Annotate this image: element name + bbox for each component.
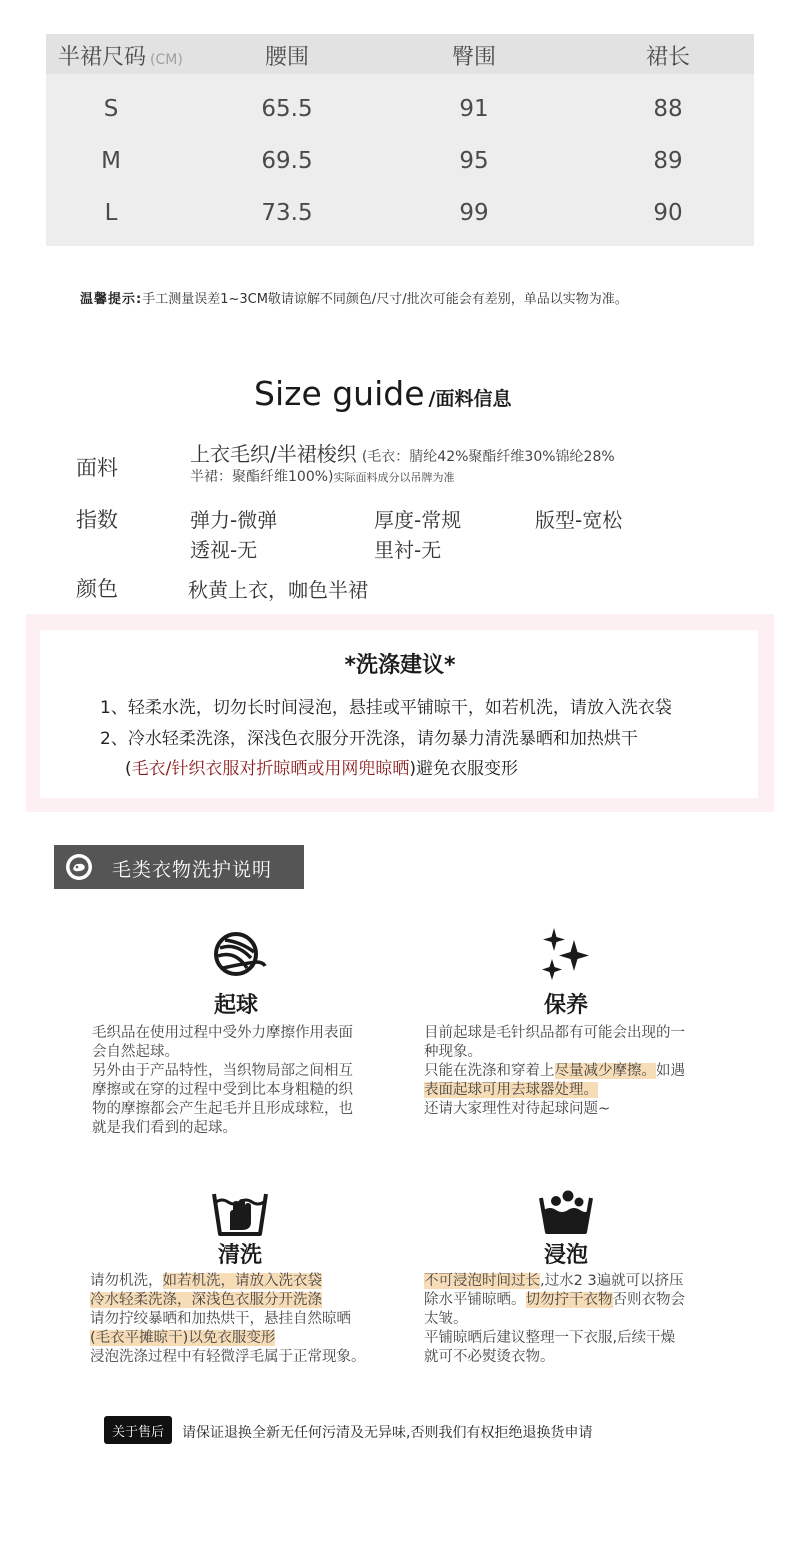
wool-care-banner-text: 毛类衣物洗护说明: [112, 859, 273, 881]
maintenance-text-plain: 只能在洗涤和穿着上: [424, 1063, 555, 1079]
washing-line: 请勿拧绞暴晒和加热烘干，悬挂自然晾晒: [90, 1311, 351, 1327]
wool-care-icon: [64, 852, 94, 882]
soaking-line: [424, 1272, 685, 1291]
after-sales-badge-text: 关于售后: [111, 1425, 164, 1440]
maintenance-text-plain: 如遇: [656, 1063, 685, 1079]
tip-label: 温馨提示:: [80, 292, 143, 307]
wash-line-2: 2、冷水轻柔洗涤，深浅色衣服分开洗涤，请勿暴力清洗暴晒和加热烘干: [100, 729, 638, 749]
soaking-title: 浸泡: [543, 1243, 588, 1268]
color-value: 秋黄上衣，咖色半裙: [188, 578, 368, 602]
size-guide-heading: Size guide: [254, 374, 425, 413]
size-guide-subheading: /面料信息: [428, 388, 512, 410]
fabric-detail1: (毛衣：腈纶42%聚酯纤维30%锦纶28%: [361, 449, 615, 465]
wash-title: *洗涤建议*: [344, 653, 456, 678]
washing-line: 浸泡洗涤过程中有轻微浮毛属于正常现象。: [90, 1349, 366, 1365]
fabric-detail2: 半裙：聚酯纤维100%): [190, 469, 334, 485]
maintenance-line: [424, 1081, 685, 1100]
pilling-line: 摩擦或在穿的过程中受到比本身粗糙的织: [92, 1082, 353, 1098]
row-m-hip: 95: [459, 148, 489, 174]
maintenance-highlight: 尽量减少摩擦。: [554, 1063, 656, 1079]
index-elasticity: 弹力-微弹: [190, 508, 278, 532]
measure-tip: [80, 288, 628, 307]
fabric-note: 实际面料成分以吊牌为准: [333, 471, 455, 484]
row-s-hip: 91: [459, 96, 489, 122]
row-m-size: M: [101, 148, 121, 174]
row-l-hip: 99: [459, 200, 489, 226]
pilling-line: 就是我们看到的起球。: [92, 1120, 237, 1136]
washing-line: [90, 1272, 366, 1291]
pilling-line: 另外由于产品特性，当织物局部之间相互: [92, 1063, 353, 1079]
sparkle-icon: [538, 926, 594, 982]
maintenance-highlight: 表面起球可用去球器处理。: [424, 1082, 598, 1098]
fabric-line1: [190, 438, 615, 467]
index-lining: 里衬-无: [374, 538, 442, 562]
pilling-line: 物的摩擦都会产生起毛并且形成球粒，也: [92, 1101, 353, 1117]
washing-text: [90, 1272, 366, 1367]
wash-line-3: [125, 754, 518, 779]
row-m-waist: 69.5: [261, 148, 313, 174]
hand-wash-icon: [212, 1184, 268, 1240]
row-m-length: 89: [653, 148, 683, 174]
wash-line-3-open: (: [125, 759, 132, 779]
maintenance-line: 目前起球是毛针织品都有可能会出现的一: [424, 1025, 685, 1041]
soaking-line: 就可不必熨烫衣物。: [424, 1349, 555, 1365]
pilling-title: 起球: [213, 993, 258, 1018]
tip-text: 手工测量误差1~3CM敬请谅解不同颜色/尺寸/批次可能会有差别，单品以实物为准。: [142, 292, 628, 307]
row-s-size: S: [103, 96, 119, 122]
washing-highlight: 冷水轻柔洗涤，深浅色衣服分开洗涤: [90, 1292, 322, 1308]
wash-line-1: 1、轻柔水洗，切勿长时间浸泡，悬挂或平铺晾干，如若机洗，请放入洗衣袋: [100, 698, 672, 718]
color-label: 颜色: [76, 577, 118, 601]
washing-line: [90, 1291, 366, 1310]
index-fit: 版型-宽松: [535, 508, 623, 532]
header-length: 裙长: [645, 45, 691, 70]
washing-title: 清洗: [217, 1243, 262, 1268]
index-transparency: 透视-无: [190, 538, 258, 562]
maintenance-line: [424, 1062, 685, 1081]
maintenance-line: 种现象。: [424, 1044, 482, 1060]
row-l-length: 90: [653, 200, 683, 226]
fabric-line2: [190, 466, 455, 486]
soaking-highlight: 不可浸泡时间过长: [424, 1273, 540, 1289]
yarn-ball-icon: [211, 928, 267, 984]
wash-line-3-red: 毛衣/针织衣服对折晾晒或用网兜晾晒: [131, 759, 410, 779]
soaking-text-plain: 除水平铺晾晒。: [424, 1292, 526, 1308]
header-size: [58, 40, 183, 71]
row-s-waist: 65.5: [261, 96, 313, 122]
soaking-text: [424, 1272, 685, 1367]
row-l-size: L: [104, 200, 118, 226]
soak-basin-icon: [538, 1184, 594, 1240]
soaking-line: 太皱。: [424, 1311, 468, 1327]
header-size-label: 半裙尺码: [58, 45, 147, 70]
index-thickness: 厚度-常规: [374, 508, 462, 532]
washing-highlight: 如若机洗，请放入洗衣袋: [162, 1273, 322, 1289]
soaking-text-plain: ,过水2 3遍就可以挤压: [540, 1273, 684, 1289]
maintenance-title: 保养: [543, 993, 588, 1018]
header-unit: (CM): [150, 52, 183, 68]
soaking-line: 平铺晾晒后建议整理一下衣服,后续干燥: [424, 1330, 676, 1346]
maintenance-text: [424, 1024, 685, 1119]
washing-text-plain: 请勿机洗，: [90, 1273, 163, 1289]
row-s-length: 88: [653, 96, 683, 122]
wash-line-3-close: )避免衣服变形: [409, 759, 519, 779]
size-guide-title: [254, 374, 511, 413]
soaking-highlight: 切勿拧干衣物: [525, 1292, 613, 1308]
washing-highlight: (毛衣平摊晾干)以免衣服变形: [90, 1330, 276, 1346]
soaking-line: [424, 1291, 685, 1310]
fabric-label: 面料: [76, 456, 118, 480]
soaking-text-plain: 否则衣物会: [612, 1292, 685, 1308]
fabric-main: 上衣毛织/半裙梭织: [190, 442, 357, 466]
washing-line: [90, 1329, 366, 1348]
header-hip: 臀围: [451, 45, 497, 70]
pilling-line: 毛织品在使用过程中受外力摩擦作用表面: [92, 1025, 353, 1041]
header-waist: 腰围: [264, 45, 310, 70]
row-l-waist: 73.5: [261, 200, 313, 226]
maintenance-line: 还请大家理性对待起球问题~: [424, 1101, 611, 1117]
pilling-text: [92, 1024, 353, 1138]
pilling-line: 会自然起球。: [92, 1044, 179, 1060]
index-label: 指数: [76, 508, 118, 532]
after-sales-text: 请保证退换全新无任何污清及无异味,否则我们有权拒绝退换货申请: [182, 1425, 593, 1441]
